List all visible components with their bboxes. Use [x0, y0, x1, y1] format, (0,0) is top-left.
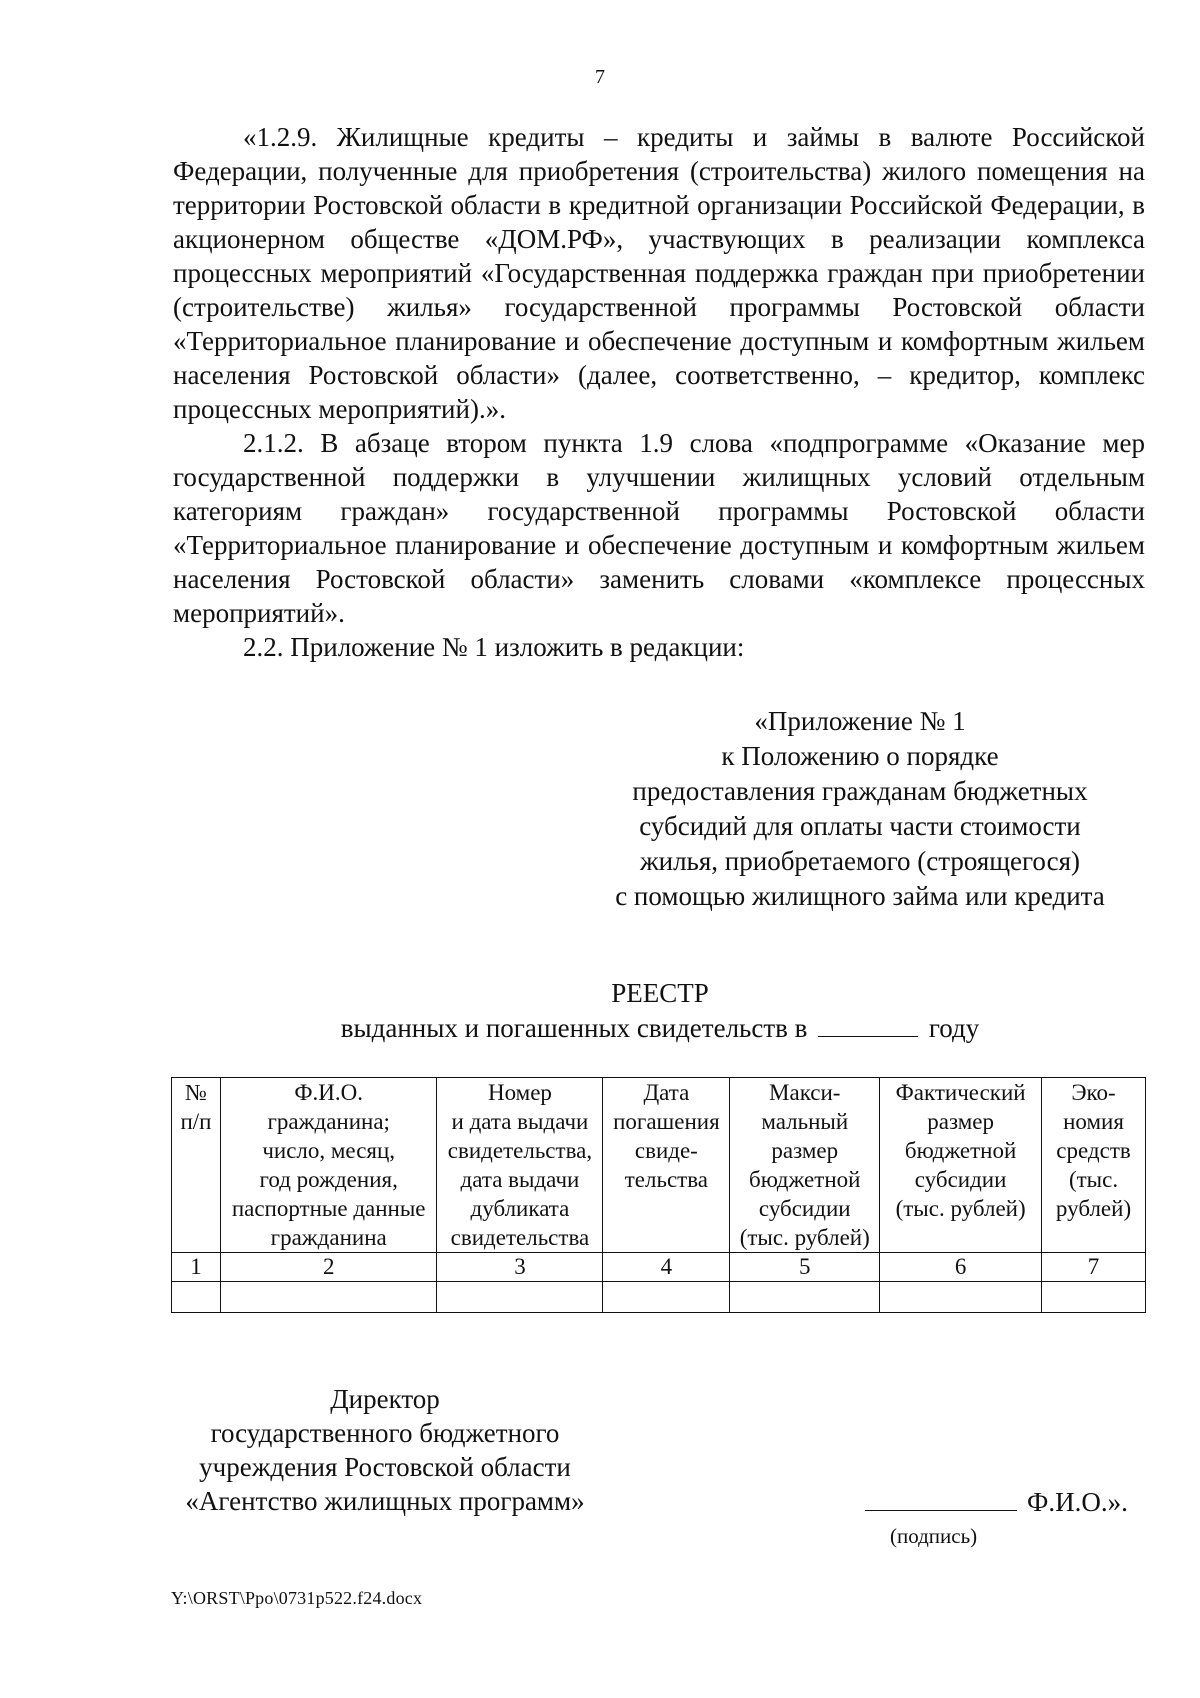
- header-cell-savings: Эко- номия средств (тыс. рублей): [1042, 1078, 1146, 1253]
- annex-line: к Положению о порядке: [721, 741, 999, 771]
- paragraph-2-1-2: 2.1.2. В абзаце втором пункта 1.9 слова «подпрограмме «Оказание мер государственной поддержки в улучшении жилищных условий отдельным категориям граждан» государственной программы Ростовской области «Территориальное планирование и обеспечение доступным и комфортным жильем населения Ростовской области» заменить словами «комплексе процессных мероприятий».: [173, 428, 1145, 628]
- year-blank-line: [818, 1012, 918, 1037]
- annex-line: «Приложение № 1: [754, 706, 966, 736]
- annex-line: жилья, приобретаемого (строящегося): [639, 846, 1080, 876]
- empty-cell: [730, 1282, 880, 1313]
- signatory-line: «Агентство жилищных программ»: [185, 1486, 585, 1516]
- file-path: Y:\ORST\Ppo\0731p522.f24.docx: [171, 1588, 423, 1608]
- signature-block: [865, 1484, 1128, 1519]
- header-cell-max-subsidy: Макси- мальный размер бюджетной субсидии (тыс. рублей): [730, 1078, 880, 1253]
- signature-line: [865, 1484, 1017, 1511]
- empty-cell: [437, 1282, 603, 1313]
- signatory-name: Ф.И.О.».: [1027, 1487, 1128, 1517]
- signatory-line: Директор: [330, 1384, 440, 1414]
- registry-subtitle-suffix: году: [928, 1013, 980, 1043]
- header-cell-certificate: Номер и дата выдачи свидетельства, дата выдачи дубликата свидетельства: [437, 1078, 603, 1253]
- header-cell-repayment-date: Дата погашения свиде- тельства: [603, 1078, 730, 1253]
- registry-subtitle-text: выданных и погашенных свидетельств в: [340, 1013, 808, 1043]
- column-number-cell: 4: [603, 1253, 730, 1282]
- column-number-cell: 1: [172, 1253, 221, 1282]
- header-cell-number: № п/п: [172, 1078, 221, 1253]
- paragraph-1-2-9: «1.2.9. Жилищные кредиты – кредиты и займы в валюте Российской Федерации, полученные для приобретения (строительства) жилого помещения на территории Ростовской области в кредитной организации Российской Федерации, в акционерном обществе «ДОМ.РФ», участвующих в реализации комплекса процессных мероприятий «Государственная поддержка граждан при приобретении (строительстве) жилья» государственной программы Ростовской области «Территориальное планирование и обеспечение доступным и комфортным жильем населения Ростовской области» (далее, соответственно, – кредитор, комплекс процессных мероприятий).».: [173, 122, 1145, 424]
- empty-cell: [220, 1282, 437, 1313]
- table-header-row: [172, 1078, 1146, 1253]
- annex-line: субсидий для оплаты части стоимости: [639, 811, 1081, 841]
- annex-line: с помощью жилищного займа или кредита: [615, 881, 1105, 911]
- table-column-numbers-row: [172, 1253, 1146, 1282]
- column-number-cell: 3: [437, 1253, 603, 1282]
- annex-line: предоставления гражданам бюджетных: [632, 776, 1088, 806]
- header-cell-fio: Ф.И.О. гражданина; число, месяц, год рождения, паспортные данные гражданина: [220, 1078, 437, 1253]
- registry-table: [171, 1077, 1146, 1313]
- registry-subtitle: [0, 1010, 1200, 1046]
- signature-caption: (подпись): [890, 1524, 978, 1548]
- column-number-cell: 2: [220, 1253, 437, 1282]
- header-cell-actual-subsidy: Фактический размер бюджетной субсидии (тыс. рублей): [880, 1078, 1042, 1253]
- registry-title: РЕЕСТР: [611, 978, 709, 1008]
- annex-heading: [590, 704, 1130, 914]
- table-empty-row: [172, 1282, 1146, 1313]
- empty-cell: [603, 1282, 730, 1313]
- signatory-position: [170, 1382, 600, 1518]
- empty-cell: [172, 1282, 221, 1313]
- signatory-line: учреждения Ростовской области: [199, 1452, 571, 1482]
- empty-cell: [1042, 1282, 1146, 1313]
- paragraph-2-2: 2.2. Приложение № 1 изложить в редакции:: [243, 632, 745, 662]
- empty-cell: [880, 1282, 1042, 1313]
- body-text: [173, 120, 1145, 664]
- column-number-cell: 7: [1042, 1253, 1146, 1282]
- signatory-line: государственного бюджетного: [210, 1418, 560, 1448]
- column-number-cell: 6: [880, 1253, 1042, 1282]
- page-number: 7: [595, 66, 605, 88]
- column-number-cell: 5: [730, 1253, 880, 1282]
